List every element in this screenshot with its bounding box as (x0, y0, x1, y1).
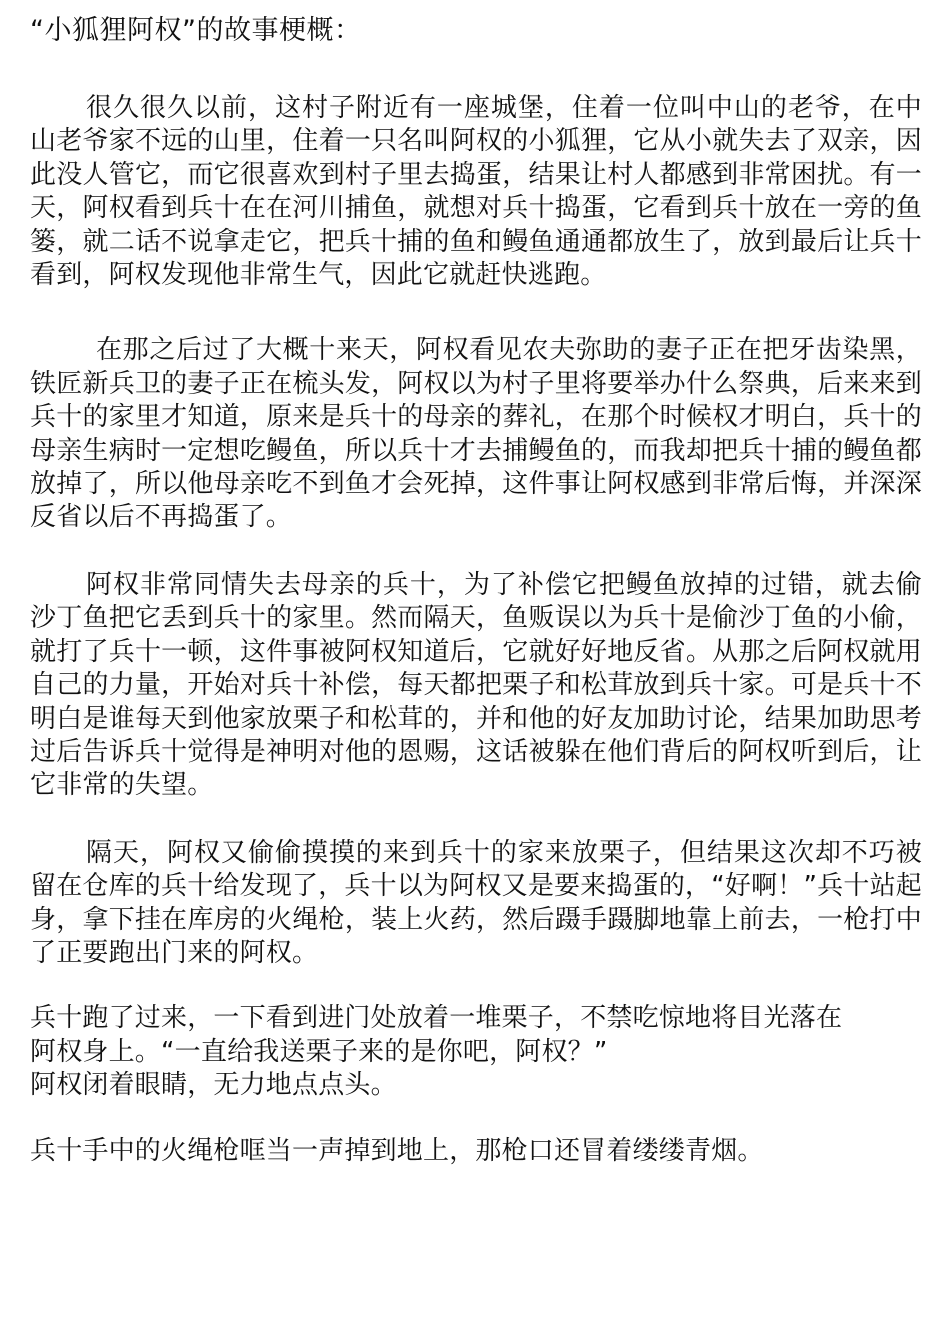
story-title: “小狐狸阿权”的故事梗概： (30, 15, 362, 46)
closing-paragraph (30, 1002, 922, 1102)
paragraph-3: 阿权非常同情失去母亲的兵十，为了补偿它把鳗鱼放掉的过错，就去偷沙丁鱼把它丢到兵十的家里。然而隔天，鱼贩误以为兵十是偷沙丁鱼的小偷，就打了兵十一顿，这件事被阿权知道后，它就好好地反省。从那之后阿权就用自己的力量，开始对兵十补偿，每天都把栗子和松茸放到兵十家。可是兵十不明白是谁每天到他家放栗子和松茸的，并和他的好友加助讨论，结果加助思考过后告诉兵十觉得是神明对他的恩赐，这话被躲在他们背后的阿权听到后，让它非常的失望。 (30, 569, 922, 801)
closing-line-3: 阿权闭着眼睛，无力地点点头。 (30, 1070, 397, 1101)
closing-line-1: 兵十跑了过来，一下看到进门处放着一堆栗子，不禁吃惊地将目光落在 (30, 1003, 843, 1034)
closing-line-2: 阿权身上。“一直给我送栗子来的是你吧，阿权？” (30, 1036, 608, 1067)
final-line: 兵十手中的火绳枪哐当一声掉到地上，那枪口还冒着缕缕青烟。 (30, 1135, 764, 1166)
document-page (30, 12, 922, 1168)
paragraph-1: 很久很久以前，这村子附近有一座城堡，住着一位叫中山的老爷，在中山老爷家不远的山里，住着一只名叫阿权的小狐狸，它从小就失去了双亲，因此没人管它，而它很喜欢到村子里去捣蛋，结果让村人都感到非常困扰。有一天，阿权看到兵十在在河川捕鱼，就想对兵十捣蛋，它看到兵十放在一旁的鱼篓，就二话不说拿走它，把兵十捕的鱼和鳗鱼通通都放生了，放到最后让兵十看到，阿权发现他非常生气，因此它就赶快逃跑。 (30, 93, 922, 291)
paragraph-2: 在那之后过了大概十来天，阿权看见农夫弥助的妻子正在把牙齿染黑，铁匠新兵卫的妻子正在梳头发，阿权以为村子里将要举办什么祭典，后来来到兵十的家里才知道，原来是兵十的母亲的葬礼，在那个时候权才明白，兵十的母亲生病时一定想吃鳗鱼，所以兵十才去捕鳗鱼的，而我却把兵十捕的鳗鱼都放掉了，所以他母亲吃不到鱼才会死掉，这件事让阿权感到非常后悔，并深深反省以后不再捣蛋了。 (30, 335, 922, 533)
paragraph-4: 隔天，阿权又偷偷摸摸的来到兵十的家来放栗子，但结果这次却不巧被留在仓库的兵十给发现了，兵十以为阿权又是要来捣蛋的，“好啊！”兵十站起身，拿下挂在库房的火绳枪，装上火药，然后蹑手蹑脚地靠上前去，一枪打中了正要跑出门来的阿权。 (30, 837, 922, 968)
